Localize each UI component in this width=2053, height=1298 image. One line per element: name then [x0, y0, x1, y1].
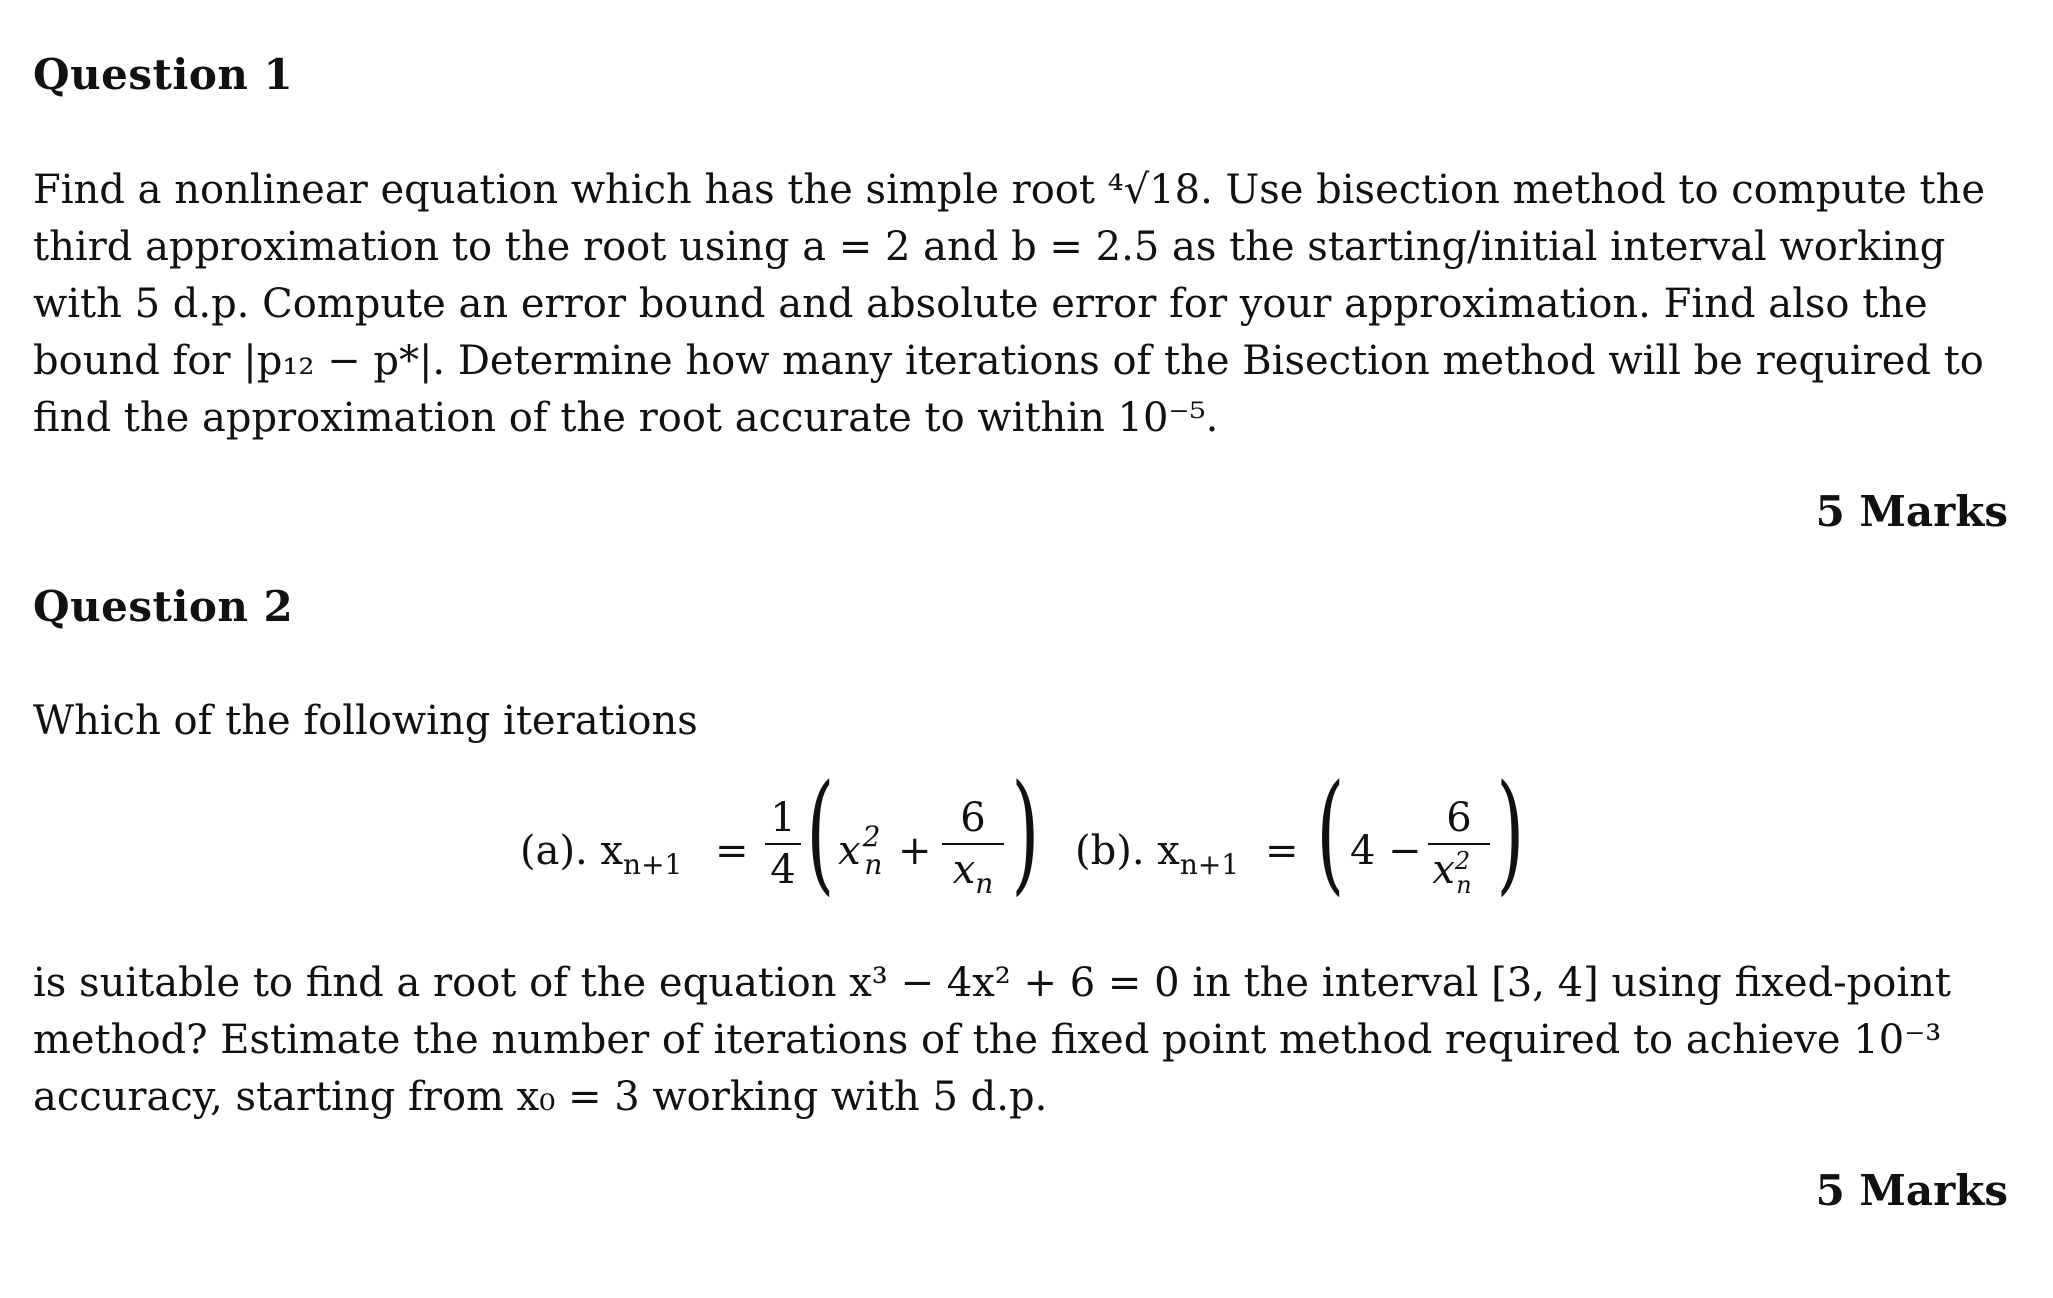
- question-2-marks: 5 Marks: [1815, 1166, 2008, 1215]
- formula-a-label: (a). $x_{n+1}$: [520, 828, 683, 881]
- formula-a-fraction-1-4: 1 4: [765, 795, 801, 893]
- formula-a-term-xn2: $x^2_n$: [838, 820, 883, 881]
- question-1-text: [33, 162, 2008, 447]
- formula-b-label: (b). $x_{n+1}$: [1075, 828, 1240, 881]
- question-2-intro: Which of the following iterations: [33, 698, 698, 744]
- question-2-text: [33, 955, 2008, 1126]
- formula-b-term-4: 4: [1350, 828, 1376, 874]
- formula-a-equals: =: [715, 828, 749, 874]
- q1-line-3: with 5 d.p. Compute an error bound and absolute error for your approximation. Find also the: [33, 281, 1928, 327]
- formula-a-right-paren: ): [1011, 756, 1040, 908]
- q1-line-4: bound for |p₁₂ − p*|. Determine how many iterations of the Bisection method will be required to: [33, 338, 1984, 384]
- formula-a-fraction-6-xn: 6 $x_n$: [942, 795, 1004, 893]
- q2-line-2: method? Estimate the number of iterations of the fixed point method required to achieve 10⁻³: [33, 1017, 1942, 1063]
- question-1-marks: 5 Marks: [1815, 487, 2008, 536]
- q1-line-1: Find a nonlinear equation which has the simple root ⁴√18. Use bisection method to compute the: [33, 167, 1986, 213]
- question-2-heading: Question 2: [33, 582, 294, 631]
- formula-a-left-paren: (: [806, 756, 835, 908]
- q2-line-1: is suitable to find a root of the equation x³ − 4x² + 6 = 0 in the interval [3, 4] using fixed-point: [33, 960, 1951, 1006]
- formula-a-plus: +: [898, 828, 932, 874]
- formula-b-equals: =: [1265, 828, 1299, 874]
- q1-line-2: third approximation to the root using a = 2 and b = 2.5 as the starting/initial interval working: [33, 224, 1946, 270]
- formula-b-left-paren: (: [1316, 756, 1345, 908]
- q1-line-5: find the approximation of the root accurate to within 10⁻⁵.: [33, 395, 1219, 441]
- iteration-formulas: [0, 756, 2053, 925]
- formula-b-right-paren: ): [1496, 756, 1525, 908]
- question-1-heading: Question 1: [33, 50, 294, 99]
- formula-b-fraction-6-xn2: 6 $x^2_n$: [1428, 795, 1490, 893]
- formula-b-minus: −: [1388, 828, 1422, 874]
- q2-line-3: accuracy, starting from x₀ = 3 working with 5 d.p.: [33, 1074, 1048, 1120]
